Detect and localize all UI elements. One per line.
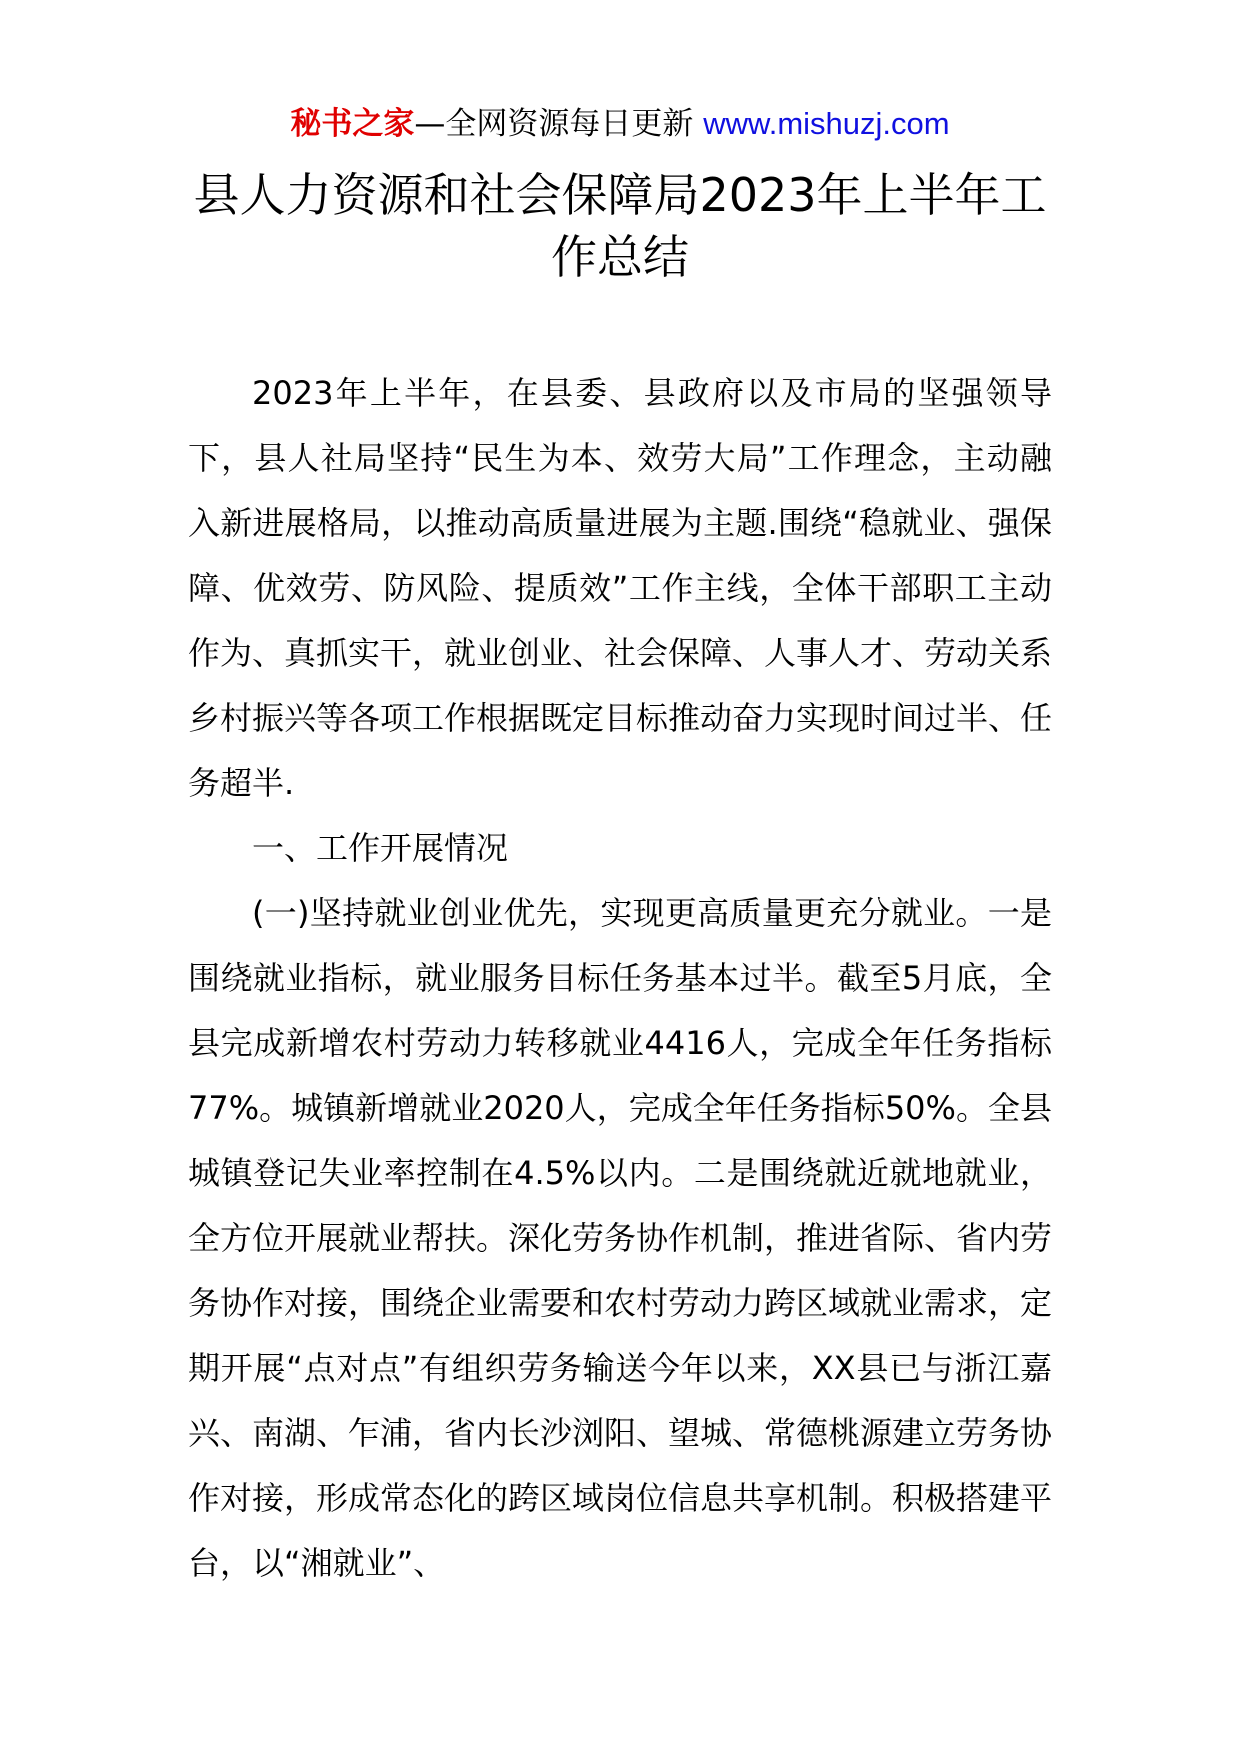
section-heading: 一、工作开展情况 <box>252 829 509 867</box>
document-body <box>188 361 1052 1596</box>
brand-name: 秘书之家 <box>290 106 415 142</box>
document-title: 县人力资源和社会保障局2023年上半年工作总结 <box>193 168 1047 284</box>
banner-tagline: —全网资源每日更新 <box>414 106 704 142</box>
watermark-banner <box>0 104 1240 144</box>
intro-paragraph: 2023年上半年，在县委、县政府以及市局的坚强领导下，县人社局坚持“民生为本、效劳大局”工作理念，主动融入新进展格局，以推动高质量进展为主题.围绕“稳就业、强保障、优效劳、防风险、提质效”工作主线，全体干部职工主动作为、真抓实干，就业创业、社会保障、人事人才、劳动关系乡村振兴等各项工作根据既定目标推动奋力实现时间过半、任务超半. <box>188 374 1053 802</box>
banner-url[interactable]: www.mishuzj.com <box>703 106 950 141</box>
body-paragraph: (一)坚持就业创业优先，实现更高质量更充分就业。一是围绕就业指标，就业服务目标任务基本过半。截至5月底，全县完成新增农村劳动力转移就业4416人，完成全年任务指标77%。城镇新增就业2020人，完成全年任务指标50%。全县城镇登记失业率控制在4.5%以内。二是围绕就近就地就业，全方位开展就业帮扶。深化劳务协作机制，推进省际、省内劳务协作对接，围绕企业需要和农村劳动力跨区域就业需求，定期开展“点对点”有组织劳务输送今年以来，XX县已与浙江嘉兴、南湖、乍浦，省内长沙浏阳、望城、常德桃源建立劳务协作对接，形成常态化的跨区域岗位信息共享机制。积极搭建平台，以“湘就业”、 <box>188 894 1053 1582</box>
